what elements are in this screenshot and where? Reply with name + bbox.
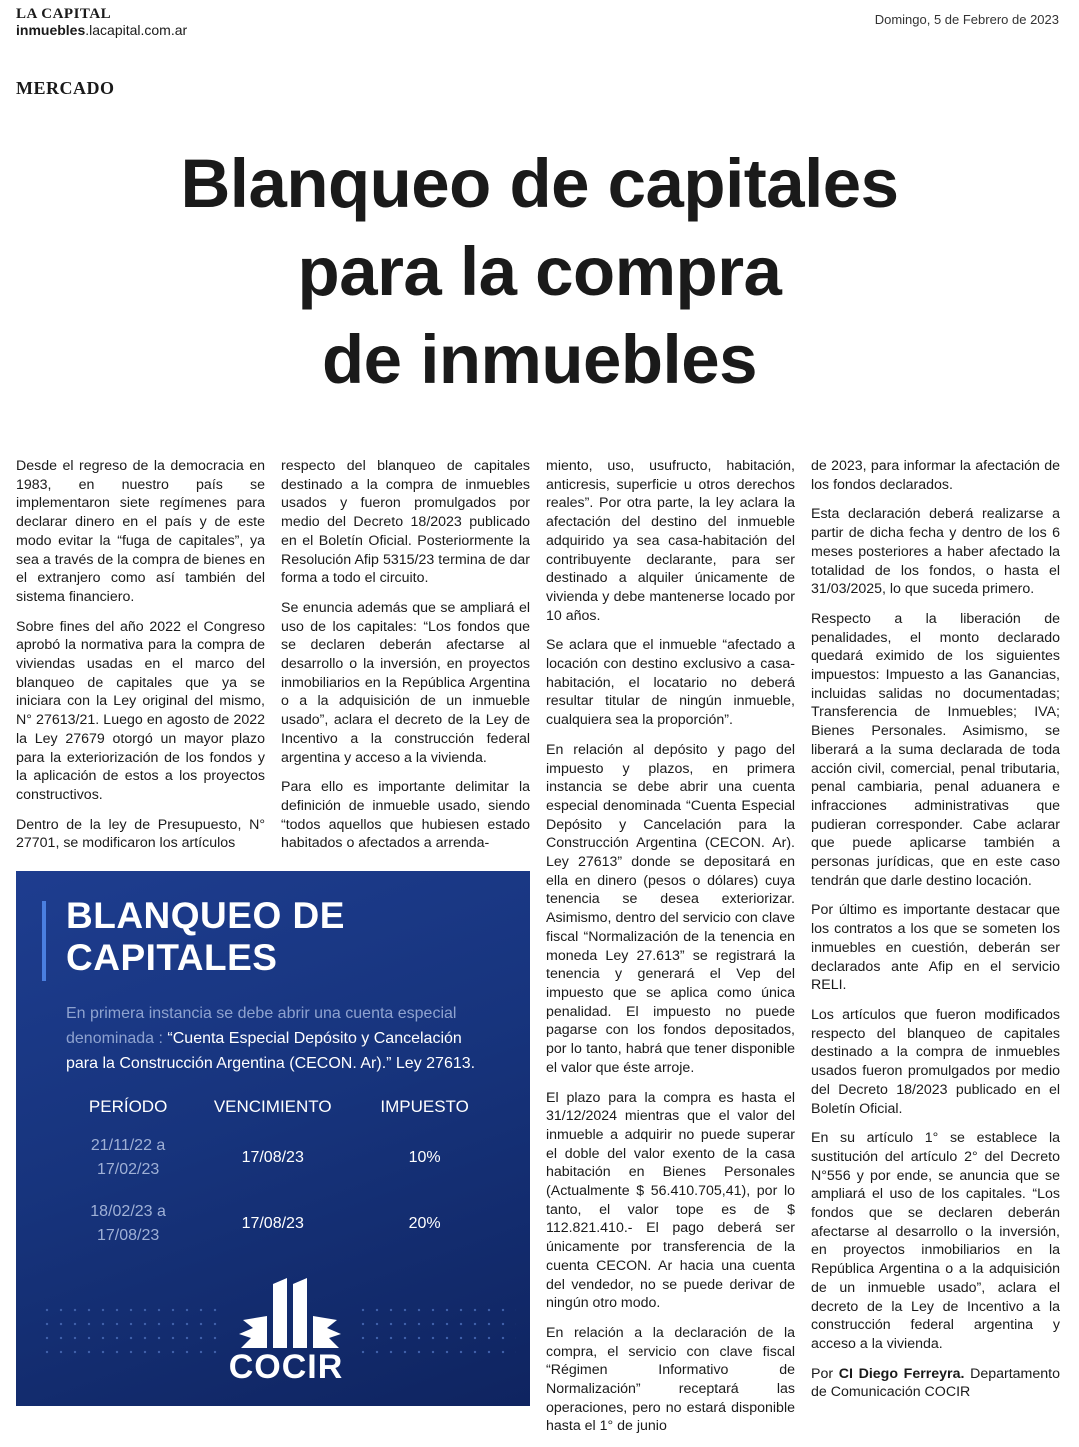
table-row — [70, 1191, 490, 1257]
table-row — [70, 1125, 490, 1191]
period-cell: 21/11/22 a 17/02/23 — [90, 1137, 166, 1178]
column-header-due: VENCIMIENTO — [213, 1097, 332, 1116]
author-name: CI Diego Ferreyra. — [838, 1365, 965, 1382]
paragraph: Los artículos que fueron modificados respecto del blanqueo de capitales destinado a la compra de inmuebles usados fueron promulgados por medio del Decreto 18/2023 publicado en el Boletín Oficial. — [811, 1006, 1060, 1117]
period-cell: 18/02/23 a 17/08/23 — [90, 1203, 166, 1244]
article-column-3 — [546, 457, 795, 1447]
cocir-logo-word: COCIR — [228, 1348, 344, 1386]
byline: Por CI Diego Ferreyra. Departamento de Comunicación COCIR — [811, 1365, 1060, 1401]
headline-line: de inmuebles — [322, 321, 757, 398]
paragraph: En relación a la declaración de la compra, el servicio con clave fiscal “Régimen Informativo de Normalización” receptará las operaciones, pero no estará disponible hasta el 1° de junio — [546, 1324, 795, 1435]
paragraph: Esta declaración deberá realizarse a partir de dicha fecha y dentro de los 6 meses posteriores a haber afectado la totalidad de los fondos, o hasta el 31/03/2025, lo que suceda primero. — [811, 506, 1060, 598]
paragraph: El plazo para la compra es hasta el 31/12/2024 mientras que el valor del inmueble a adquirir no puede superar el doble del valor exento de la casa habitación en Bienes Personales (Actualmente $ 56.410.705,41), por lo tanto, el valor tope es de $ 112.821.410.- El pago deberá ser únicamente por transferencia de la cuenta CECON. Ar hacia una cuenta del vendedor, no se puede derivar de ningún otro modo. — [546, 1089, 795, 1312]
paragraph: Desde el regreso de la democracia en 1983, en nuestro país se implementaron siete regímenes para declarar dinero en el país y de este modo evitar la “fuga de capitales”, ya sea a través de la compra de bienes en el extranjero como así también del sistema financiero. — [16, 458, 265, 605]
masthead — [16, 6, 187, 38]
paragraph: Se enuncia además que se ampliará el uso de los capitales: “Los fondos que se declaren deberán afectarse al desarrollo o la inversión, en proyectos inmobiliarios en la República Argentina o a la adquisición de un inmueble usado”, aclara el decreto de la Ley de Incentivo a la construcción federal argentina y acceso a la vivienda. — [281, 599, 530, 766]
tax-schedule-table — [70, 1089, 490, 1257]
tax-cell: 20% — [408, 1215, 441, 1232]
paragraph: Para ello es importante delimitar la definición de inmueble usado, siendo “todos aquellos que hubiesen estado habitados o afectados a arrenda- — [281, 779, 530, 852]
article-column-4 — [811, 457, 1060, 1413]
headline-line: para la compra — [297, 233, 782, 310]
paragraph: Por último es importante destacar que los contratos a los que se someten los inmuebles en cuestión, deberán ser declarados ante Afip en el servicio RELI. — [811, 902, 1060, 994]
headline-line: Blanqueo de capitales — [180, 145, 899, 222]
tax-cell: 10% — [408, 1149, 441, 1166]
column-header-tax: IMPUESTO — [380, 1097, 469, 1116]
column-header-period: PERÍODO — [88, 1097, 168, 1116]
publication-date: Domingo, 5 de Febrero de 2023 — [874, 12, 1059, 27]
article-column-2 — [281, 457, 530, 864]
infographic-lead: En primera instancia se debe abrir una cuenta especial denominada : “Cuenta Especial Depósito y Cancelación para la Construcción Argentina (CECON. Ar).” Ley 27613. — [66, 1005, 476, 1072]
paragraph: Sobre fines del año 2022 el Congreso aprobó la normativa para la compra de viviendas usadas en el marco del blanqueo de capitales que ya se iniciara con la Ley original del mismo, N° 27613/21. Luego en agosto de 2022 la Ley 27679 otorgó un mayor plazo para la exteriorización de los fondos y la aplicación de estos a los proyectos constructivos. — [16, 618, 265, 803]
dot-pattern — [40, 1303, 220, 1363]
paragraph: Se aclara que el inmueble “afectado a locación con destino exclusivo a casa-habitación, el locatario no deberá resultar titular de ningún inmueble, cualquiera sea la proporción”. — [546, 637, 795, 729]
cocir-logo — [221, 1276, 351, 1391]
dot-pattern — [356, 1303, 516, 1363]
newspaper-logo[interactable]: LA CAPITAL — [16, 6, 112, 22]
infographic — [16, 871, 530, 1406]
paragraph: En su artículo 1° se establece la sustitución del artículo 2° del Decreto N°556 y por ende, se anuncia que se ampliará el uso de los capitales. “Los fondos que se declaren deberán afectarse al desarrollo o la inversión, en proyectos inmobiliarios en la República Argentina o a la adquisición de un inmueble usado”, aclara el decreto de la Ley de Incentivo a la construcción federal argentina y acceso a la vivienda. — [811, 1130, 1060, 1352]
site-url[interactable]: inmuebles.lacapital.com.ar — [16, 22, 188, 38]
infographic-title: BLANQUEO DE CAPITALES — [66, 895, 345, 978]
due-cell: 17/08/23 — [241, 1149, 304, 1166]
accent-bar — [42, 901, 46, 981]
paragraph: respecto del blanqueo de capitales destinado a la compra de inmuebles usados y fueron promulgados por medio del Decreto 18/2023 publicado en el Boletín Oficial. Posteriormente la Resolución Afip 5315/23 termina de dar forma a todo el circuito. — [281, 458, 530, 587]
paragraph: Dentro de la ley de Presupuesto, N° 27701, se modificaron los artículos — [16, 816, 265, 852]
section-label: MERCADO — [16, 78, 115, 98]
headline — [0, 140, 1079, 404]
paragraph: En relación al depósito y pago del impuesto y plazos, en primera instancia se debe abrir una cuenta especial denominada “Cuenta Especial Depósito y Cancelación para la Construcción Argentina (CECON. Ar). Ley 27613” donde se depositará en ella en dinero (pesos o dólares) cuya tenencia se desea exteriorizar. Asimismo, dentro del servicio con clave fiscal “Normalización de la tenencia en moneda Ley 27.613” se registrará la tenencia y generará el Vep del impuesto que se aplica como única penalidad. El impuesto no puede pagarse con los fondos depositados, por lo tanto, habrá que tener disponible el valor que éste arroje. — [546, 741, 795, 1076]
cocir-logo-mark-icon — [221, 1276, 351, 1356]
paragraph: Respecto a la liberación de penalidades, el monto declarado quedará eximido de los siguientes impuestos: Impuesto a las Ganancias, incluidas salidas no documentadas; Transferencia de Inmuebles; IVA; Bienes Personales. Asimismo, se liberará a la suma declarada de toda acción civil, comercial, penal tributaria, penal cambiaria, penal aduanera e infracciones administrativas que pudieran corresponder. Cabe aclarar que puede aplicarse también a personas jurídicas, que en este caso tendrán que darle destino locación. — [811, 610, 1060, 889]
paragraph: de 2023, para informar la afectación de los fondos declarados. — [811, 458, 1060, 493]
article-column-1 — [16, 457, 265, 864]
paragraph: miento, uso, usufructo, habitación, anticresis, superficie u otros derechos reales”. Por otra parte, la ley aclara la afectación del destino del inmueble adquirido ya sea casa-habitación del contribuyente declarante, para ser destinado a alquiler únicamente de vivienda y debe mantenerse locado por 10 años. — [546, 458, 795, 624]
due-cell: 17/08/23 — [241, 1215, 304, 1232]
